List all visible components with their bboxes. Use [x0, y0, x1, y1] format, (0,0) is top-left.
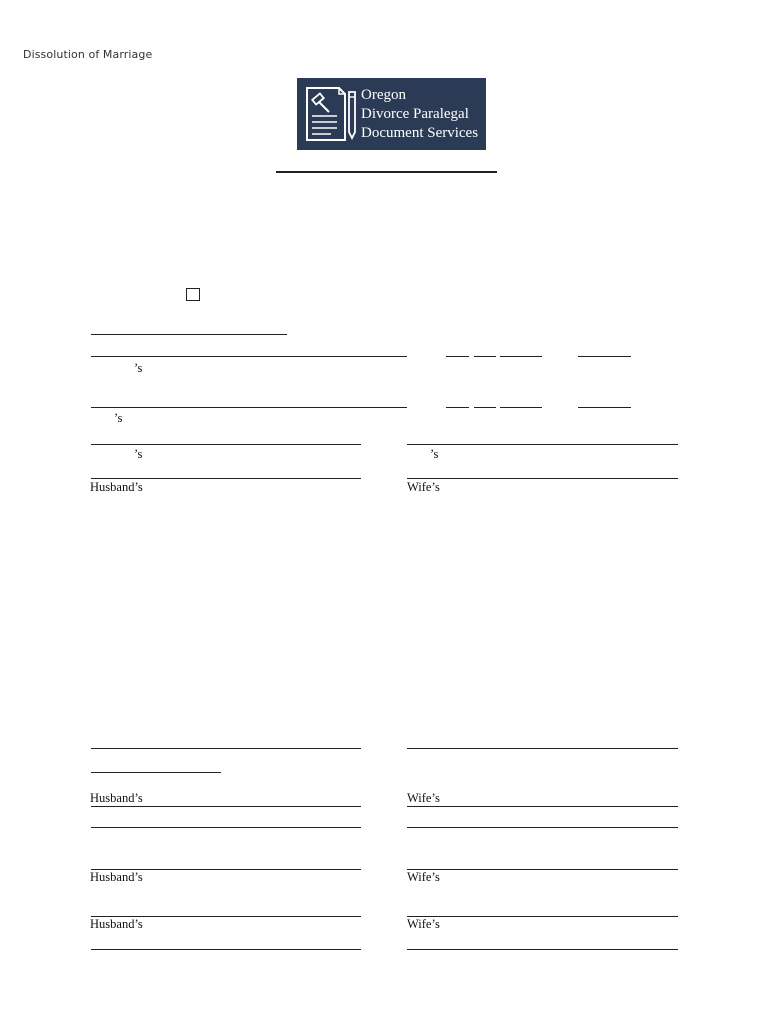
party-2-birth-month-field[interactable]: [446, 407, 469, 408]
right-field-1[interactable]: [407, 444, 678, 445]
wife-label-2: Wife’s: [407, 791, 440, 805]
date-field[interactable]: [91, 772, 221, 773]
husband-label-1: Husband’s: [90, 480, 143, 494]
right-field-7[interactable]: [407, 949, 678, 950]
party-2-extra-field[interactable]: [578, 407, 631, 408]
right-field-6[interactable]: [407, 916, 678, 917]
party-1-name-field[interactable]: [91, 356, 407, 357]
husband-label-2: Husband’s: [90, 791, 143, 805]
right-field-3[interactable]: [407, 806, 678, 807]
party-1-birth-month-field[interactable]: [446, 356, 469, 357]
party-1-birth-day-field[interactable]: [474, 356, 496, 357]
party-1-label: ’s: [134, 361, 143, 375]
left-field-3[interactable]: [91, 806, 361, 807]
title-rule: [276, 171, 497, 173]
left-signature-field[interactable]: [91, 748, 361, 749]
party-1-extra-field[interactable]: [578, 356, 631, 357]
case-number-field[interactable]: [91, 334, 287, 335]
logo-line-2: Divorce Paralegal: [361, 105, 469, 122]
right-field-2[interactable]: [407, 478, 678, 479]
document-header: Dissolution of Marriage: [23, 48, 153, 61]
right-signature-field[interactable]: [407, 748, 678, 749]
wife-label-4: Wife’s: [407, 917, 440, 931]
logo-text: [361, 86, 478, 143]
right-label-1: ’s: [430, 447, 439, 461]
left-field-2[interactable]: [91, 478, 361, 479]
wife-label-1: Wife’s: [407, 480, 440, 494]
wife-label-3: Wife’s: [407, 870, 440, 884]
party-1-birth-year-field[interactable]: [500, 356, 542, 357]
logo-line-1: Oregon: [361, 86, 406, 103]
left-field-1[interactable]: [91, 444, 361, 445]
document-gavel-pencil-icon: [303, 82, 359, 146]
party-2-birth-year-field[interactable]: [500, 407, 542, 408]
left-field-7[interactable]: [91, 949, 361, 950]
left-label-1: ’s: [134, 447, 143, 461]
logo-line-3: Document Services: [361, 124, 479, 141]
company-logo: [297, 78, 486, 150]
checkbox[interactable]: [186, 288, 200, 301]
left-field-4[interactable]: [91, 827, 361, 828]
right-field-4[interactable]: [407, 827, 678, 828]
party-2-birth-day-field[interactable]: [474, 407, 496, 408]
party-2-name-field[interactable]: [91, 407, 407, 408]
husband-label-3: Husband’s: [90, 870, 143, 884]
party-2-label: ’s: [114, 411, 123, 425]
right-field-5[interactable]: [407, 869, 678, 870]
husband-label-4: Husband’s: [90, 917, 143, 931]
